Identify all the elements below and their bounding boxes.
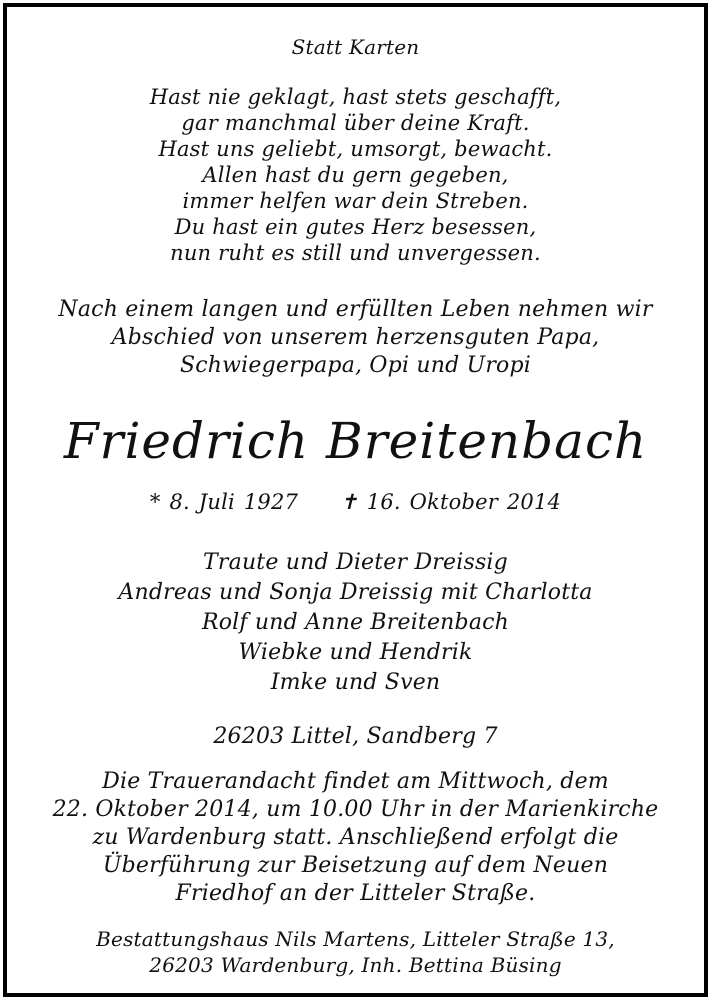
- birth-date: * 8. Juli 1927: [149, 490, 299, 514]
- death-date: ✝ 16. Oktober 2014: [340, 490, 562, 514]
- life-dates: [7, 490, 704, 514]
- service-line: 22. Oktober 2014, um 10.00 Uhr in der Marienkirche: [52, 797, 659, 822]
- intro-line: Nach einem langen und erfüllten Leben nehmen wir: [58, 297, 653, 322]
- poem-line: Du hast ein gutes Herz besessen,: [174, 215, 537, 239]
- service-line: Friedhof an der Litteler Straße.: [175, 881, 536, 906]
- family-line: Andreas und Sonja Dreissig mit Charlotta: [118, 580, 593, 605]
- undertaker-line: 26203 Wardenburg, Inh. Bettina Büsing: [149, 953, 562, 977]
- family-line: Rolf und Anne Breitenbach: [201, 610, 510, 635]
- poem-line: nun ruht es still und unvergessen.: [170, 241, 541, 265]
- service-line: zu Wardenburg statt. Anschließend erfolgt die: [92, 825, 619, 850]
- intro-line: Schwiegerpapa, Opi und Uropi: [179, 353, 532, 378]
- intro-line: Abschied von unserem herzensguten Papa,: [111, 325, 600, 350]
- family-line: Traute und Dieter Dreissig: [203, 550, 508, 575]
- family-line: Wiebke und Hendrik: [238, 640, 473, 665]
- deceased-name: Friedrich Breitenbach: [63, 412, 648, 470]
- poem-line: immer helfen war dein Streben.: [182, 189, 529, 213]
- service-line: Die Trauerandacht findet am Mittwoch, dem: [102, 769, 609, 794]
- poem-line: Hast nie geklagt, hast stets geschafft,: [149, 85, 562, 109]
- family-address: 26203 Littel, Sandberg 7: [213, 724, 498, 749]
- poem-line: Hast uns geliebt, umsorgt, bewacht.: [158, 137, 553, 161]
- poem-line: gar manchmal über deine Kraft.: [181, 111, 530, 135]
- notice-border: [3, 3, 708, 997]
- header-text: Statt Karten: [291, 35, 420, 59]
- service-line: Überführung zur Beisetzung auf dem Neuen: [102, 853, 609, 878]
- obituary-notice: [7, 7, 704, 993]
- family-line: Imke und Sven: [270, 670, 441, 695]
- undertaker-line: Bestattungshaus Nils Martens, Litteler Straße 13,: [96, 927, 615, 951]
- poem-line: Allen hast du gern gegeben,: [202, 163, 509, 187]
